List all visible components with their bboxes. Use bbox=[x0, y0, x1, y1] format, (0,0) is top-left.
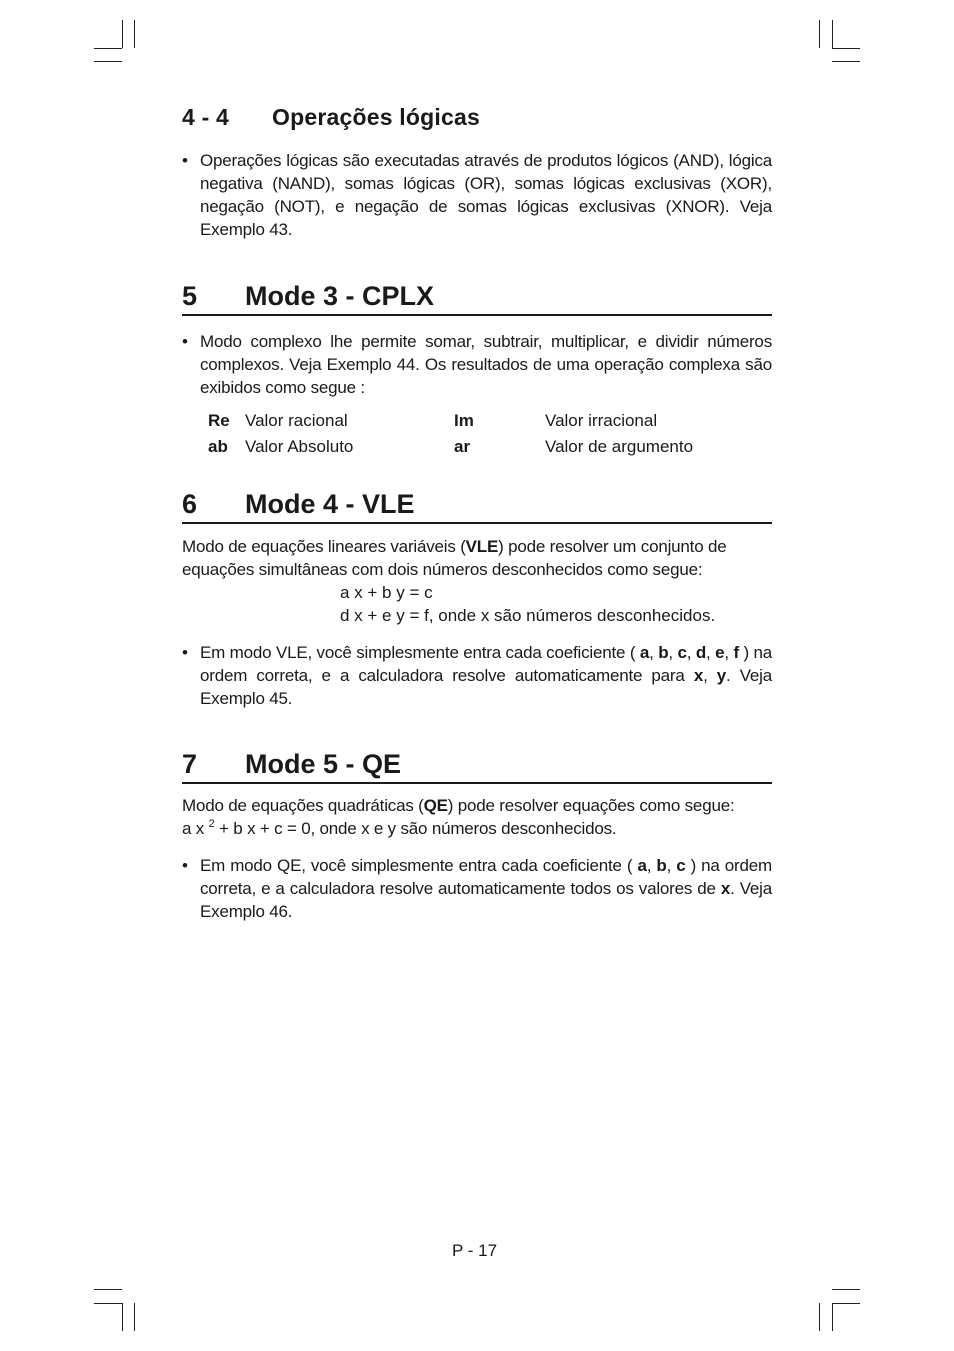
var: x bbox=[693, 666, 704, 685]
crop-mark bbox=[94, 1289, 122, 1290]
equation-line: a x + b y = c bbox=[340, 583, 433, 602]
equation-line: d x + e y = f, onde x são números desconhecidos. bbox=[340, 606, 716, 625]
section-number: 5 bbox=[182, 281, 198, 311]
coef: b bbox=[658, 643, 669, 662]
crop-mark bbox=[94, 1303, 122, 1304]
section-title: Operações lógicas bbox=[272, 104, 480, 130]
crop-mark bbox=[832, 20, 833, 48]
section-4-4-heading bbox=[182, 104, 480, 131]
coef: e bbox=[715, 643, 725, 662]
text: . Veja Exemplo 45. bbox=[200, 666, 773, 708]
sep: , bbox=[666, 856, 677, 875]
crop-mark bbox=[832, 1289, 860, 1290]
definition-value: Valor racional bbox=[245, 411, 348, 430]
sep: , bbox=[703, 666, 717, 685]
var: x bbox=[720, 879, 731, 898]
sep: , bbox=[649, 643, 659, 662]
sep: , bbox=[646, 856, 657, 875]
sep: , bbox=[686, 643, 696, 662]
section-4-4-paragraph: Operações lógicas são executadas através de produtos lógicos (AND), lógica negativa (NAND), somas lógicas (OR), somas lógicas exclusivas (XOR), negação (NOT), e negação de somas lógicas exclusivas (XNOR). Veja Exemplo 43. bbox=[200, 151, 772, 239]
var: y bbox=[716, 666, 727, 685]
section-7-heading bbox=[182, 748, 772, 784]
section-5-paragraph: Modo complexo lhe permite somar, subtrair, multiplicar, e dividir números complexos. Veja Exemplo 44. Os resultados de uma operação complexa são exibidos como segue : bbox=[200, 332, 772, 397]
section-title: Mode 4 - VLE bbox=[245, 489, 415, 519]
text: Em modo QE, você simplesmente entra cada coeficiente ( bbox=[200, 856, 638, 875]
bullet-marker: • bbox=[182, 856, 188, 875]
page-number: P - 17 bbox=[452, 1241, 498, 1260]
intro-text: Modo de equações lineares variáveis ( bbox=[182, 537, 466, 556]
text: ) na ordem correta, e a calculadora resolve automaticamente todos os valores de bbox=[200, 856, 772, 898]
bullet-marker: • bbox=[182, 151, 188, 170]
coef: d bbox=[695, 643, 707, 662]
section-7-intro bbox=[182, 794, 772, 817]
crop-mark bbox=[94, 61, 122, 62]
mode-abbrev: QE bbox=[423, 796, 448, 815]
section-title: Mode 3 - CPLX bbox=[245, 281, 435, 311]
crop-mark bbox=[122, 1303, 123, 1331]
definition-value: Valor irracional bbox=[545, 411, 658, 430]
coef: c bbox=[677, 643, 687, 662]
exponent: 2 bbox=[208, 818, 215, 830]
sep: , bbox=[724, 643, 734, 662]
section-6-intro bbox=[182, 535, 772, 581]
text: Em modo VLE, você simplesmente entra cada coeficiente ( bbox=[200, 643, 640, 662]
coef: a bbox=[639, 643, 650, 662]
definition-key: ar bbox=[454, 437, 471, 456]
crop-mark bbox=[832, 48, 860, 49]
mode-abbrev: VLE bbox=[465, 537, 499, 556]
section-number: 7 bbox=[182, 749, 198, 779]
coef: f bbox=[733, 643, 739, 662]
eq-text: + b x + c = 0, onde x e y são números desconhecidos. bbox=[214, 819, 617, 838]
definition-key: Re bbox=[208, 411, 230, 430]
eq-text: a x bbox=[182, 819, 209, 838]
section-7-bullet-paragraph bbox=[200, 854, 772, 923]
sep: , bbox=[706, 643, 716, 662]
definition-value: Valor Absoluto bbox=[245, 437, 354, 456]
sep: , bbox=[668, 643, 678, 662]
definition-value: Valor de argumento bbox=[545, 437, 694, 456]
quadratic-equation bbox=[182, 817, 772, 840]
intro-text: ) pode resolver equações como segue: bbox=[447, 796, 735, 815]
crop-mark bbox=[832, 1303, 860, 1304]
section-5-heading bbox=[182, 280, 772, 316]
crop-mark bbox=[134, 1303, 135, 1331]
coef: a bbox=[637, 856, 647, 875]
crop-mark bbox=[832, 61, 860, 62]
intro-text: Modo de equações quadráticas ( bbox=[182, 796, 424, 815]
definitions-list bbox=[0, 408, 954, 468]
intro-text: ) pode resolver um conjunto de equações simultâneas com dois números desconhecidos como segue: bbox=[182, 537, 727, 579]
definition-key: Im bbox=[454, 411, 474, 430]
bullet-marker: • bbox=[182, 643, 188, 662]
crop-mark bbox=[819, 1303, 820, 1331]
text: . Veja Exemplo 46. bbox=[200, 879, 772, 921]
section-6-bullet-paragraph bbox=[200, 641, 772, 710]
bullet-marker: • bbox=[182, 332, 188, 351]
section-title: Mode 5 - QE bbox=[245, 749, 402, 779]
section-number: 4 - 4 bbox=[182, 104, 230, 130]
text: ) na ordem correta, e a calculadora resolve automaticamente para bbox=[200, 643, 773, 685]
crop-mark bbox=[832, 1303, 833, 1331]
crop-mark bbox=[94, 48, 122, 49]
definition-key: ab bbox=[208, 437, 228, 456]
crop-mark bbox=[122, 20, 123, 48]
crop-mark bbox=[819, 20, 820, 48]
coef: b bbox=[656, 856, 667, 875]
section-6-heading bbox=[182, 488, 772, 524]
coef: c bbox=[676, 856, 686, 875]
section-number: 6 bbox=[182, 489, 198, 519]
crop-mark bbox=[134, 20, 135, 48]
